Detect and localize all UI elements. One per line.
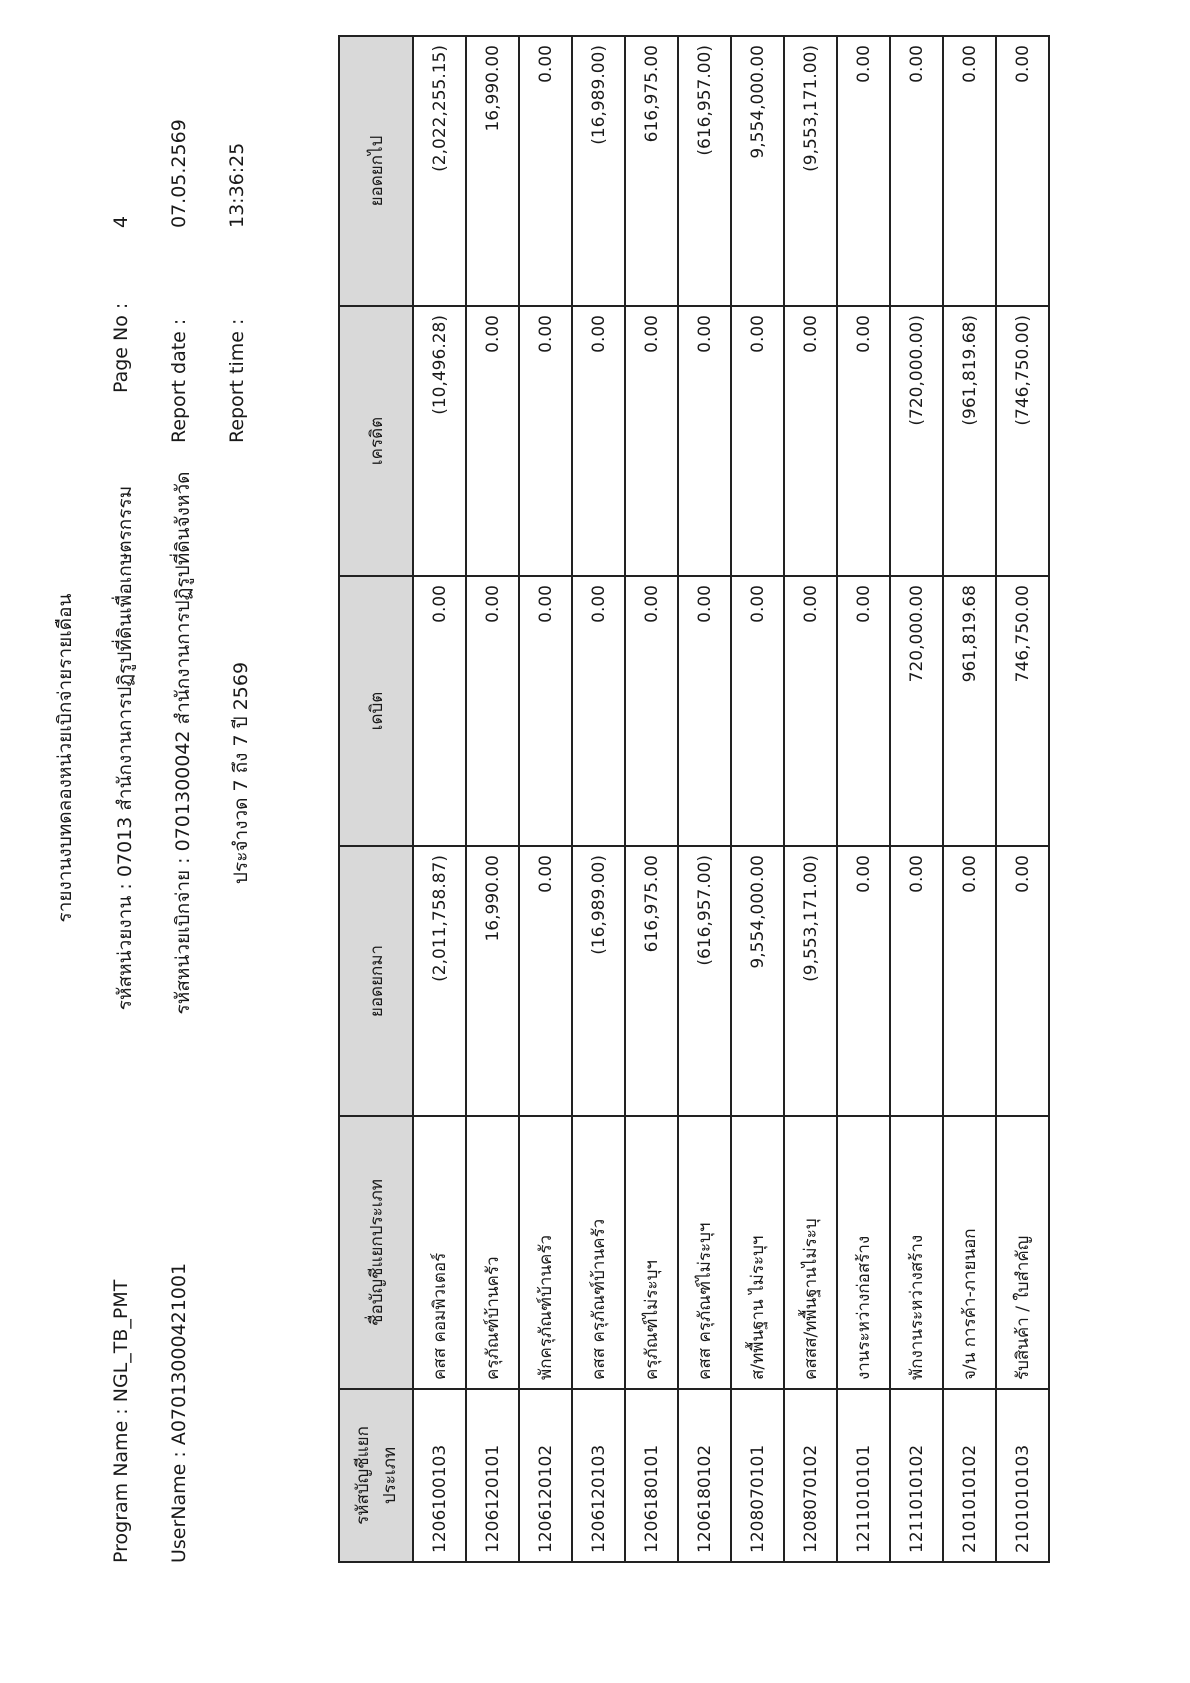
- carried-forward-cell: (2,022,255.15): [413, 36, 466, 306]
- credit-cell: 0.00: [784, 306, 837, 576]
- debit-cell: 746,750.00: [996, 576, 1049, 846]
- carried-forward-cell: (9,553,171.00): [784, 36, 837, 306]
- brought-forward-cell: (16,989.00): [572, 846, 625, 1116]
- table-row: [678, 36, 731, 1562]
- credit-cell: (720,000.00): [890, 306, 943, 576]
- credit-cell: 0.00: [572, 306, 625, 576]
- debit-cell: 0.00: [572, 576, 625, 846]
- debit-cell: 0.00: [625, 576, 678, 846]
- account-name-cell: ครุภัณฑ์ไม่ระบุฯ: [625, 1116, 678, 1389]
- account-name-cell: คสสส/ทพื้นฐานไม่ระบุ: [784, 1116, 837, 1389]
- credit-cell: (10,496.28): [413, 306, 466, 576]
- carried-forward-cell: 16,990.00: [466, 36, 519, 306]
- col-header-brought-forward: ยอดยกมา: [339, 846, 413, 1116]
- account-name-cell: คสส คอมพิวเตอร์: [413, 1116, 466, 1389]
- brought-forward-cell: (9,553,171.00): [784, 846, 837, 1116]
- brought-forward-cell: (2,011,758.87): [413, 846, 466, 1116]
- account-code-cell: 1206120101: [466, 1389, 519, 1562]
- report-date-label: Report date :: [168, 318, 190, 443]
- col-header-debit: เดบิต: [339, 576, 413, 846]
- debit-cell: 720,000.00: [890, 576, 943, 846]
- credit-cell: 0.00: [466, 306, 519, 576]
- carried-forward-cell: 0.00: [837, 36, 890, 306]
- col-header-carried-forward: ยอดยกไป: [339, 36, 413, 306]
- brought-forward-cell: 0.00: [519, 846, 572, 1116]
- brought-forward-cell: 9,554,000.00: [731, 846, 784, 1116]
- table-row: [572, 36, 625, 1562]
- carried-forward-cell: (616,957.00): [678, 36, 731, 306]
- account-name-cell: พักครุภัณฑ์บ้านครัว: [519, 1116, 572, 1389]
- account-name-cell: คสส ครุภัณฑ์ไม่ระบุฯ: [678, 1116, 731, 1389]
- carried-forward-cell: 0.00: [890, 36, 943, 306]
- carried-forward-cell: 0.00: [943, 36, 996, 306]
- account-code-cell: 2101010102: [943, 1389, 996, 1562]
- table-row: [890, 36, 943, 1562]
- debit-cell: 0.00: [519, 576, 572, 846]
- account-code-cell: 2101010103: [996, 1389, 1049, 1562]
- table-body: [413, 36, 1049, 1562]
- credit-cell: (746,750.00): [996, 306, 1049, 576]
- debit-cell: 0.00: [837, 576, 890, 846]
- account-code-cell: 1211010102: [890, 1389, 943, 1562]
- carried-forward-cell: 0.00: [519, 36, 572, 306]
- account-code-cell: 1208070101: [731, 1389, 784, 1562]
- account-code-cell: 1206120103: [572, 1389, 625, 1562]
- report-period: ประจำงวด 7 ถึง 7 ปี 2569: [230, 661, 252, 885]
- brought-forward-cell: 0.00: [890, 846, 943, 1116]
- unit-code: รหัสหน่วยงาน : 07013 สำนักงานการปฏิรูปที่ดินเพื่อเกษตรกรรม: [114, 485, 136, 1011]
- account-name-cell: ครุภัณฑ์บ้านครัว: [466, 1116, 519, 1389]
- account-code-cell: 1206100103: [413, 1389, 466, 1562]
- table-header-row: [339, 36, 413, 1562]
- brought-forward-cell: 16,990.00: [466, 846, 519, 1116]
- debit-cell: 0.00: [466, 576, 519, 846]
- page-no-value: 4: [110, 215, 132, 228]
- brought-forward-cell: (616,957.00): [678, 846, 731, 1116]
- account-code-cell: 1208070102: [784, 1389, 837, 1562]
- account-name-cell: พักงานระหว่างสร้าง: [890, 1116, 943, 1389]
- table-row: [996, 36, 1049, 1562]
- account-name-cell: คสส ครุภัณฑ์บ้านครัว: [572, 1116, 625, 1389]
- brought-forward-cell: 0.00: [837, 846, 890, 1116]
- brought-forward-cell: 0.00: [943, 846, 996, 1116]
- col-header-credit: เครดิต: [339, 306, 413, 576]
- col-header-account-name: ชื่อบัญชีแยกประเภท: [339, 1116, 413, 1389]
- account-name-cell: งานระหว่างก่อสร้าง: [837, 1116, 890, 1389]
- carried-forward-cell: 0.00: [996, 36, 1049, 306]
- credit-cell: (961,819.68): [943, 306, 996, 576]
- table-row: [837, 36, 890, 1562]
- table-row: [784, 36, 837, 1562]
- brought-forward-cell: 616,975.00: [625, 846, 678, 1116]
- table-row: [943, 36, 996, 1562]
- debit-cell: 0.00: [731, 576, 784, 846]
- account-code-cell: 1206180102: [678, 1389, 731, 1562]
- credit-cell: 0.00: [625, 306, 678, 576]
- account-name-cell: ส/ทพื้นฐาน ไม่ระบุฯ: [731, 1116, 784, 1389]
- report-time-value: 13:36:25: [226, 142, 248, 228]
- report-title: รายงานงบทดลองหน่วยเบิกจ่ายรายเดือน: [54, 593, 76, 923]
- table-row: [625, 36, 678, 1562]
- account-name-cell: จ/น การค้า-ภายนอก: [943, 1116, 996, 1389]
- account-code-cell: 1211010101: [837, 1389, 890, 1562]
- credit-cell: 0.00: [519, 306, 572, 576]
- report-date-value: 07.05.2569: [168, 119, 190, 228]
- credit-cell: 0.00: [678, 306, 731, 576]
- table-row: [413, 36, 466, 1562]
- account-code-cell: 1206120102: [519, 1389, 572, 1562]
- brought-forward-cell: 0.00: [996, 846, 1049, 1116]
- account-name-cell: รับสินค้า / ใบสำคัญ: [996, 1116, 1049, 1389]
- credit-cell: 0.00: [731, 306, 784, 576]
- page-no-label: Page No :: [110, 302, 132, 393]
- debit-cell: 0.00: [784, 576, 837, 846]
- account-code-cell: 1206180101: [625, 1389, 678, 1562]
- debit-cell: 0.00: [413, 576, 466, 846]
- table-row: [519, 36, 572, 1562]
- report-time-label: Report time :: [226, 318, 248, 443]
- carried-forward-cell: 616,975.00: [625, 36, 678, 306]
- debit-cell: 961,819.68: [943, 576, 996, 846]
- program-name: Program Name : NGL_TB_PMT: [110, 1279, 132, 1563]
- table-row: [466, 36, 519, 1562]
- user-name: UserName : A07013000421001: [168, 1262, 190, 1563]
- carried-forward-cell: (16,989.00): [572, 36, 625, 306]
- debit-cell: 0.00: [678, 576, 731, 846]
- carried-forward-cell: 9,554,000.00: [731, 36, 784, 306]
- disbursing-unit: รหัสหน่วยเบิกจ่าย : 0701300042 สำนักงานการปฏิรูปที่ดินจังหวัด: [172, 471, 194, 1015]
- table-row: [731, 36, 784, 1562]
- trial-balance-table: [338, 35, 1050, 1563]
- credit-cell: 0.00: [837, 306, 890, 576]
- col-header-account-code: รหัสบัญชีแยกประเภท: [339, 1389, 413, 1562]
